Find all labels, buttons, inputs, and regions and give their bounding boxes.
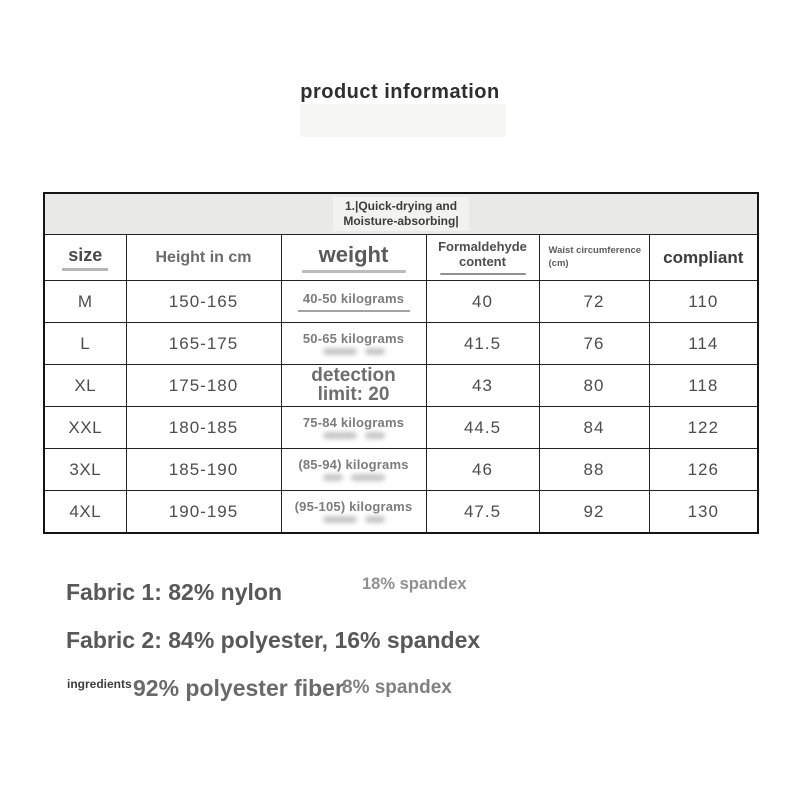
erased-text-artifact	[300, 104, 506, 137]
fabric-2-text: Fabric 2: 84% polyester, 16% spandex	[66, 627, 481, 653]
table-banner-row	[44, 193, 758, 235]
table-row-3xl	[44, 449, 758, 491]
cell-size: XL	[44, 365, 126, 407]
size-chart	[43, 192, 757, 534]
cell-formaldehyde: 43	[426, 365, 539, 407]
underline-artifact	[62, 268, 108, 271]
col-header-weight	[281, 235, 426, 281]
col-header-size	[44, 235, 126, 281]
cell-height: 185-190	[126, 449, 281, 491]
cell-weight	[281, 365, 426, 407]
col-header-weight-label: weight	[318, 242, 389, 267]
table-header-row	[44, 235, 758, 281]
weight-value: 40-50 kilograms	[302, 291, 405, 306]
cell-waist: 72	[539, 281, 649, 323]
banner-line-2: Moisture-absorbing|	[343, 214, 459, 228]
cell-weight	[281, 281, 426, 323]
cell-compliant: 110	[649, 281, 758, 323]
cell-height: 165-175	[126, 323, 281, 365]
text-smudge-artifact	[282, 473, 426, 482]
cell-formaldehyde: 41.5	[426, 323, 539, 365]
cell-size: XXL	[44, 407, 126, 449]
cell-formaldehyde: 46	[426, 449, 539, 491]
page-title: product information	[300, 81, 500, 103]
cell-size: L	[44, 323, 126, 365]
table-banner-cell	[44, 193, 758, 235]
table-row-4xl	[44, 491, 758, 534]
weight-value: detection limit: 20	[311, 365, 396, 405]
ingredients-main-text: 92% polyester fiber	[133, 675, 344, 701]
weight-value: 75-84 kilograms	[302, 415, 405, 430]
cell-height: 150-165	[126, 281, 281, 323]
weight-value: 50-65 kilograms	[302, 331, 405, 346]
col-header-height-label: Height in cm	[155, 248, 252, 266]
cell-weight	[281, 449, 426, 491]
col-header-height	[126, 235, 281, 281]
text-smudge-artifact	[282, 515, 426, 524]
table-row-l	[44, 323, 758, 365]
text-smudge-artifact	[282, 431, 426, 440]
underline-artifact	[440, 273, 526, 275]
fabric-1-spandex-text: 18% spandex	[362, 575, 467, 593]
underline-artifact	[298, 310, 410, 312]
cell-compliant: 130	[649, 491, 758, 534]
cell-size: M	[44, 281, 126, 323]
col-header-size-label: size	[68, 244, 103, 265]
cell-height: 190-195	[126, 491, 281, 534]
size-chart-table	[43, 192, 759, 534]
cell-compliant: 122	[649, 407, 758, 449]
col-header-waist-label: Waist circumference (cm)	[548, 245, 642, 269]
cell-weight	[281, 407, 426, 449]
cell-waist: 80	[539, 365, 649, 407]
col-header-compliant	[649, 235, 758, 281]
cell-compliant: 126	[649, 449, 758, 491]
ingredients-spandex-text: 8% spandex	[342, 677, 452, 698]
cell-formaldehyde: 40	[426, 281, 539, 323]
cell-waist: 88	[539, 449, 649, 491]
cell-compliant: 118	[649, 365, 758, 407]
col-header-waist	[539, 235, 649, 281]
table-row-m	[44, 281, 758, 323]
cell-weight	[281, 491, 426, 534]
underline-artifact	[302, 270, 406, 273]
ingredients-label: ingredients	[67, 677, 132, 691]
cell-size: 3XL	[44, 449, 126, 491]
weight-value: (85-94) kilograms	[298, 457, 409, 472]
col-header-formaldehyde-label: Formaldehyde content	[438, 239, 527, 269]
cell-weight	[281, 323, 426, 365]
table-banner	[333, 197, 468, 231]
cell-waist: 76	[539, 323, 649, 365]
cell-compliant: 114	[649, 323, 758, 365]
cell-waist: 84	[539, 407, 649, 449]
col-header-formaldehyde	[426, 235, 539, 281]
weight-value: (95-105) kilograms	[294, 499, 413, 514]
text-smudge-artifact	[282, 347, 426, 356]
table-row-xxl	[44, 407, 758, 449]
cell-formaldehyde: 44.5	[426, 407, 539, 449]
cell-formaldehyde: 47.5	[426, 491, 539, 534]
banner-line-1: 1.|Quick-drying and	[344, 199, 458, 213]
fabric-1-text: Fabric 1: 82% nylon	[66, 579, 283, 605]
cell-size: 4XL	[44, 491, 126, 534]
col-header-compliant-label: compliant	[663, 247, 744, 267]
cell-waist: 92	[539, 491, 649, 534]
cell-height: 180-185	[126, 407, 281, 449]
cell-height: 175-180	[126, 365, 281, 407]
table-row-xl	[44, 365, 758, 407]
